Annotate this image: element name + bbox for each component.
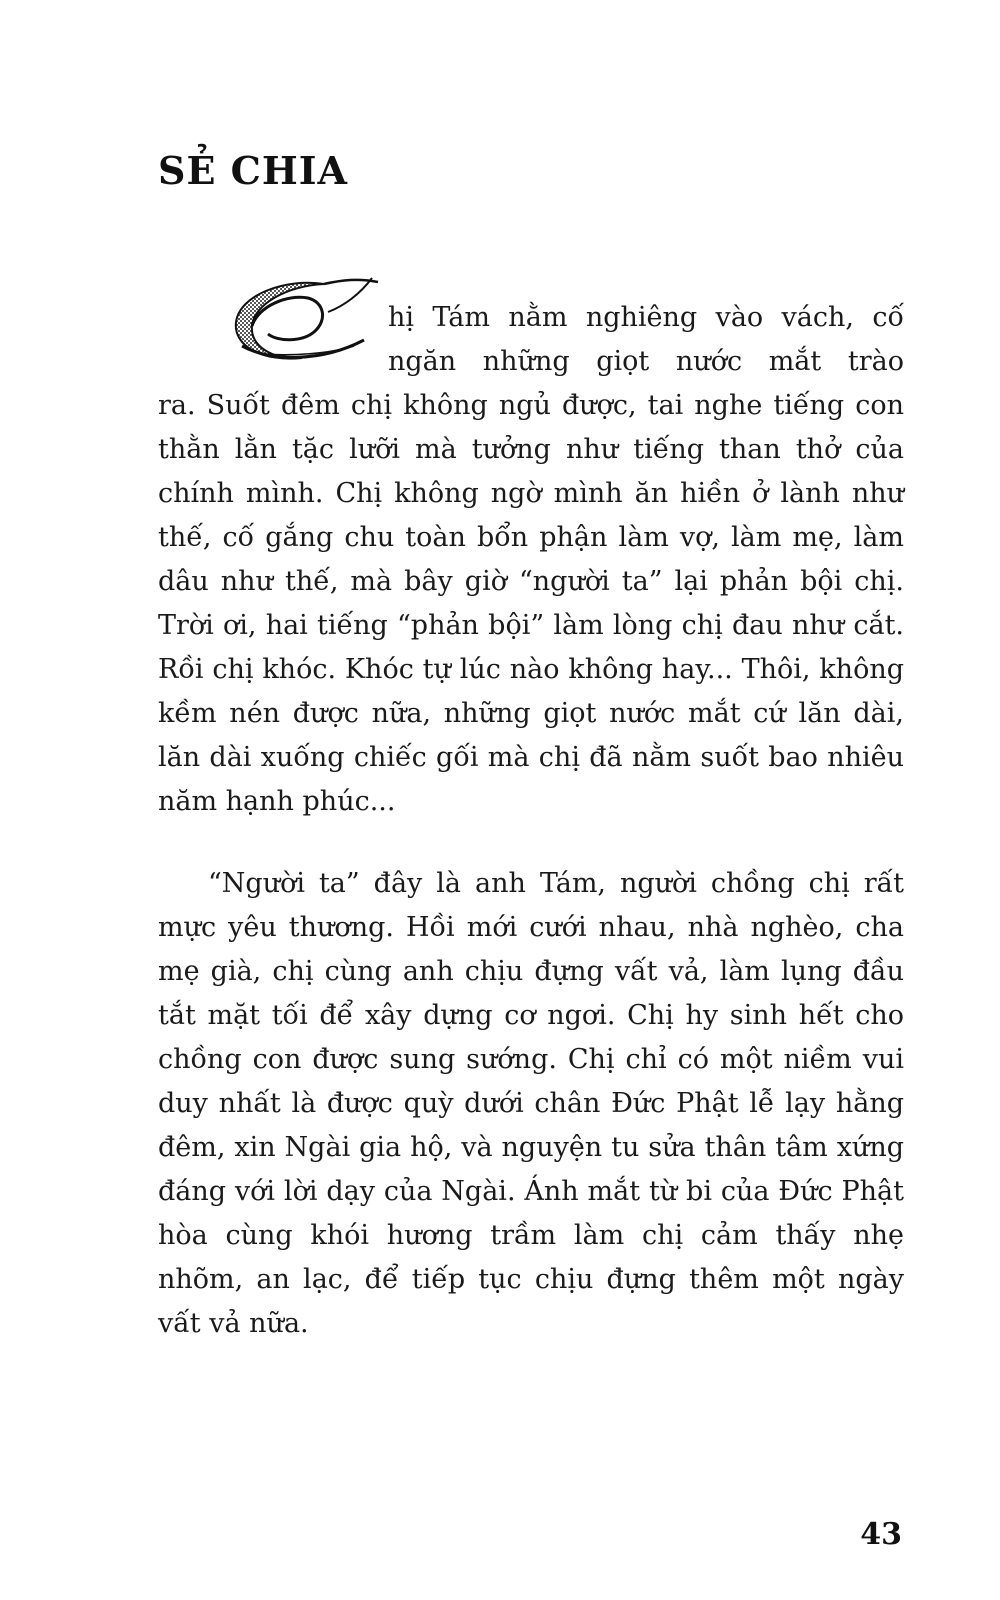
paragraph-2: “Người ta” đây là anh Tám, người chồng chị rất mực yêu thương. Hồi mới cưới nhau, nhà nghèo, cha mẹ già, chị cùng anh chịu đựng vất vả, làm lụng đầu tắt mặt tối để xây dựng cơ ngơi. Chị hy sinh hết cho chồng con được sung sướng. Chị chỉ có một niềm vui duy nhất là được quỳ dưới chân Đức Phật lễ lạy hằng đêm, xin Ngài gia hộ, và nguyện tu sửa thân tâm xứng đáng với lời dạy của Ngài. Ánh mắt từ bi của Đức Phật hòa cùng khói hương trầm làm chị cảm thấy nhẹ nhõm, an lạc, để tiếp tục chịu đựng thêm một ngày vất vả nữa. xyxy=(158,868,904,1339)
drop-cap-letter-c xyxy=(232,276,382,366)
paragraph-1-opening xyxy=(388,296,904,384)
page-number: 43 xyxy=(860,1517,902,1552)
paragraph-1-line-2: ngăn những giọt nước mắt trào xyxy=(388,346,904,377)
paragraph-1-line-1: hị Tám nằm nghiêng vào vách, cố xyxy=(388,302,904,333)
chapter-title: SẺ CHIA xyxy=(158,148,349,193)
paragraph-1-body: ra. Suốt đêm chị không ngủ được, tai nghe tiếng con thằn lằn tặc lưỡi mà tưởng như tiếng than thở của chính mình. Chị không ngờ mình ăn hiền ở lành như thế, cố gắng chu toàn bổn phận làm vợ, làm mẹ, làm dâu như thế, mà bây giờ “người ta” lại phản bội chị. Trời ơi, hai tiếng “phản bội” làm lòng chị đau như cắt. Rồi chị khóc. Khóc tự lúc nào không hay... Thôi, không kềm nén được nữa, những giọt nước mắt cứ lăn dài, lăn dài xuống chiếc gối mà chị đã nằm suốt bao nhiêu năm hạnh phúc... xyxy=(158,390,904,817)
